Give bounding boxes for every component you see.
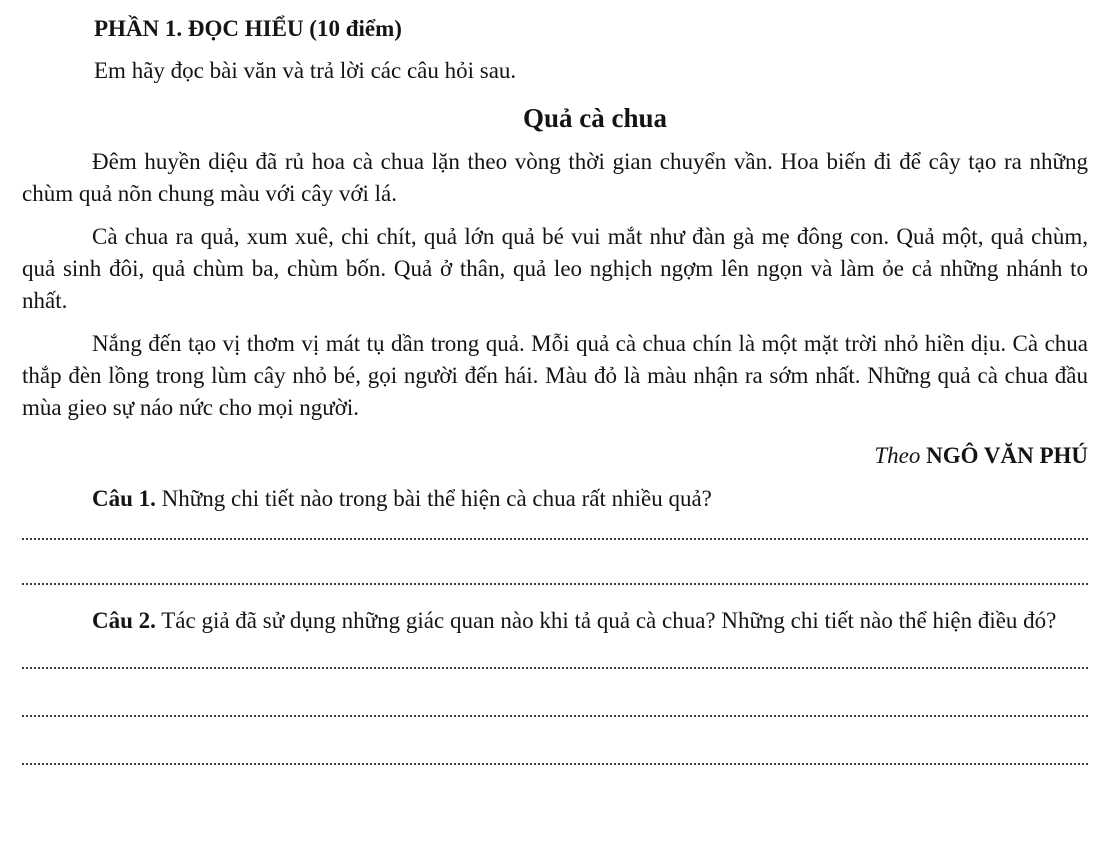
story-paragraph-2: Cà chua ra quả, xum xuê, chi chít, quả lớn quả bé vui mắt như đàn gà mẹ đông con. Quả một, quả chùm, quả sinh đôi, quả chùm ba, chùm bốn. Quả ở thân, quả leo nghịch ngợm lên ngọn và làm ỏe cả những nhánh to nhất. — [22, 224, 1088, 313]
answer-1-line-2[interactable] — [22, 583, 1088, 585]
story-source — [22, 439, 1088, 473]
story-title: Quả cà chua — [522, 103, 668, 133]
answer-2-line-1[interactable] — [22, 667, 1088, 669]
answer-2-line-2[interactable] — [22, 715, 1088, 717]
story-paragraph-1: Đêm huyền diệu đã rủ hoa cà chua lặn theo vòng thời gian chuyển vần. Hoa biến đi để cây tạo ra những chùm quả nõn chung màu với cây với lá. — [22, 149, 1088, 206]
question-2-label: Câu 2. — [92, 608, 156, 633]
question-2 — [22, 605, 1088, 637]
instruction-text: Em hãy đọc bài văn và trả lời các câu hỏi sau. — [94, 58, 517, 83]
answer-1-line-1[interactable] — [22, 538, 1088, 540]
source-author: NGÔ VĂN PHÚ — [926, 443, 1088, 468]
question-2-text: Tác giả đã sử dụng những giác quan nào khi tả quả cà chua? Những chi tiết nào thể hiện điều đó? — [155, 608, 1057, 633]
source-prefix: Theo — [874, 443, 921, 468]
worksheet-page — [22, 12, 1088, 765]
answer-2-line-3[interactable] — [22, 763, 1088, 765]
story-paragraph-3: Nắng đến tạo vị thơm vị mát tụ dần trong quả. Mỗi quả cà chua chín là một mặt trời nhỏ hiền dịu. Cà chua thắp đèn lồng trong lùm cây nhỏ bé, gọi người đến hái. Màu đỏ là màu nhận ra sớm nhất. Những quả cà chua đầu mùa gieo sự náo nức cho mọi người. — [22, 331, 1088, 420]
question-1-text: Những chi tiết nào trong bài thể hiện cà chua rất nhiều quả? — [155, 486, 712, 511]
question-1-label: Câu 1. — [92, 486, 156, 511]
section-heading: PHẦN 1. ĐỌC HIỂU (10 điểm) — [94, 16, 402, 41]
question-1 — [22, 483, 1088, 515]
